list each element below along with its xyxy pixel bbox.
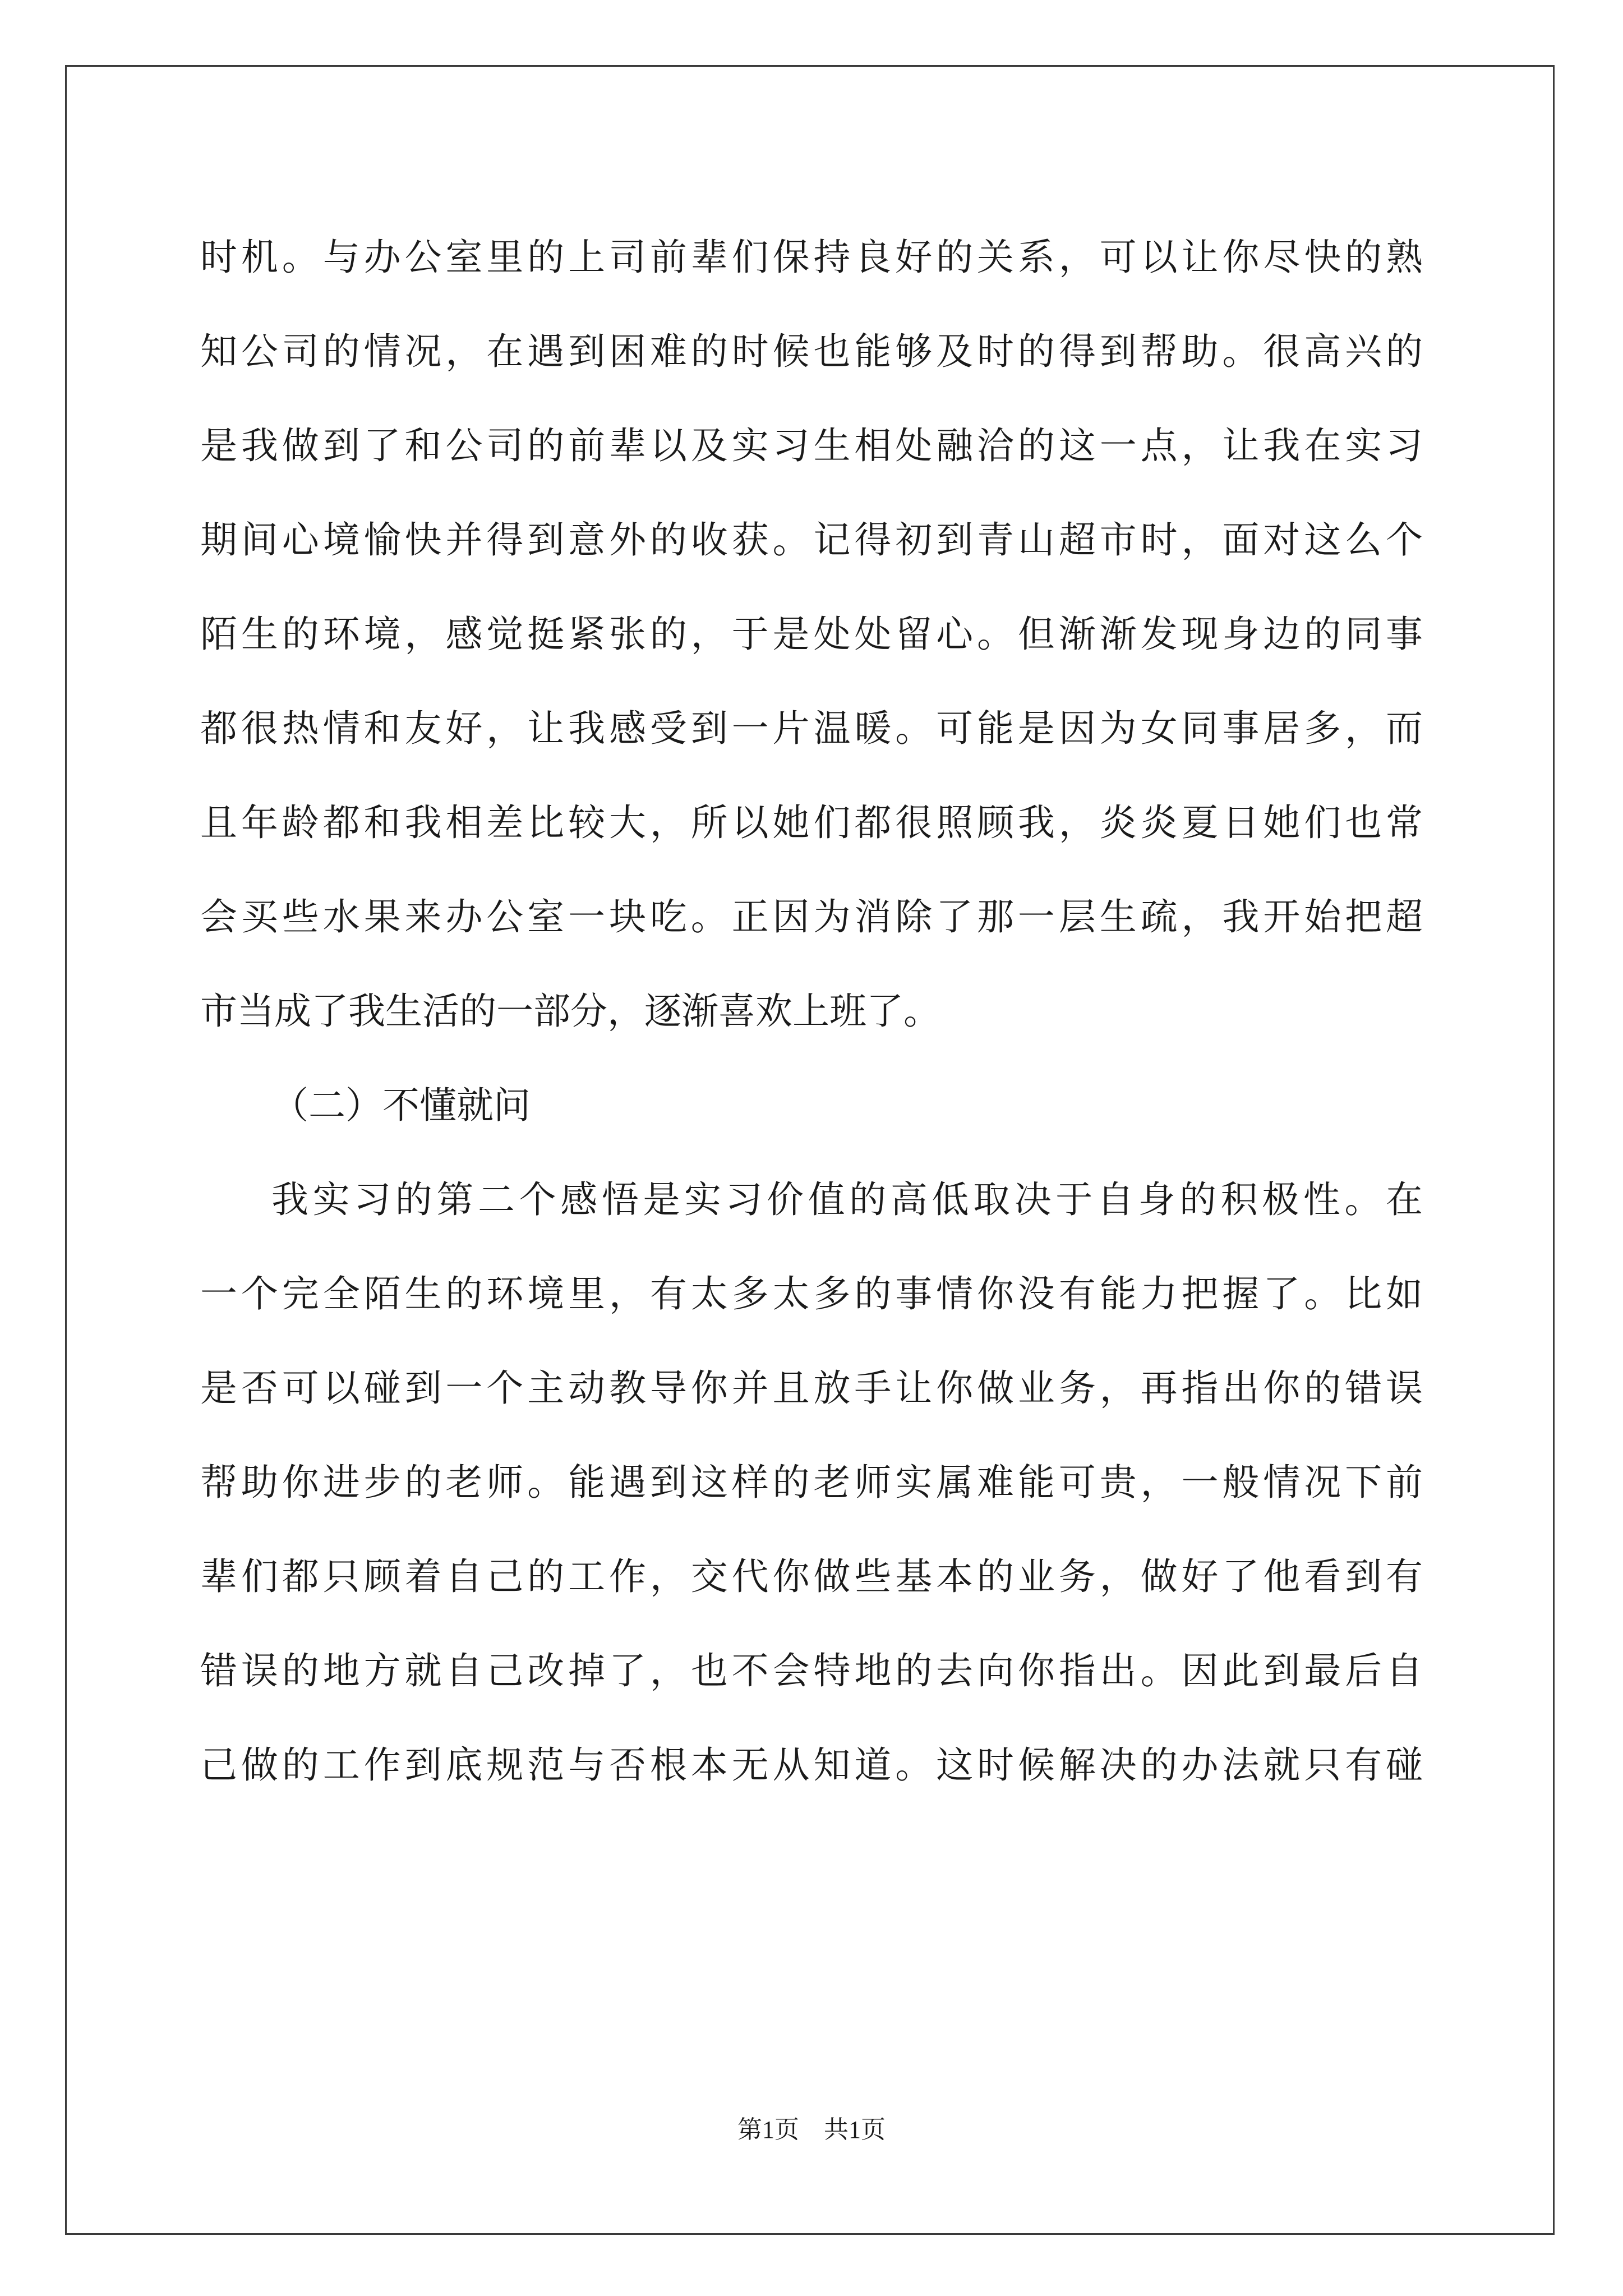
text-line: 己做的工作到底规范与否根本无从知道。这时候解决的办法就只有碰	[200, 1743, 1423, 1787]
text-line: 会买些水果来办公室一块吃。正因为消除了那一层生疏，我开始把超	[200, 895, 1423, 938]
text-line: 我实习的第二个感悟是实习价值的高低取决于自身的积极性。在	[271, 1178, 1423, 1221]
text-line: 都很热情和友好，让我感受到一片温暖。可能是因为女同事居多，而	[200, 707, 1423, 750]
text-line: 市当成了我生活的一部分，逐渐喜欢上班了。	[200, 990, 940, 1033]
text-line: 且年龄都和我相差比较大，所以她们都很照顾我，炎炎夏日她们也常	[200, 801, 1423, 844]
text-line: 辈们都只顾着自己的工作，交代你做些基本的业务，做好了他看到有	[200, 1555, 1423, 1598]
text-line: 帮助你进步的老师。能遇到这样的老师实属难能可贵，一般情况下前	[200, 1461, 1423, 1504]
text-line: 是我做到了和公司的前辈以及实习生相处融洽的这一点，让我在实习	[200, 424, 1423, 467]
text-line: 陌生的环境，感觉挺紧张的，于是处处留心。但渐渐发现身边的同事	[200, 613, 1423, 656]
document-body	[200, 210, 1423, 1812]
text-line: 知公司的情况，在遇到困难的时候也能够及时的得到帮助。很高兴的	[200, 330, 1423, 373]
paragraph-2	[200, 1153, 1423, 1812]
text-line: 错误的地方就自己改掉了，也不会特地的去向你指出。因此到最后自	[200, 1649, 1423, 1692]
text-line: 一个完全陌生的环境里，有太多太多的事情你没有能力把握了。比如	[200, 1272, 1423, 1315]
text-line: 期间心境愉快并得到意外的收获。记得初到青山超市时，面对这么个	[200, 518, 1423, 562]
text-line: 时机。与办公室里的上司前辈们保持良好的关系，可以让你尽快的熟	[200, 236, 1423, 279]
section-heading: （二）不懂就问	[271, 1084, 531, 1127]
page-number-footer: 第1页 共1页	[737, 2116, 886, 2143]
paragraph-1	[200, 210, 1423, 1059]
text-line: 是否可以碰到一个主动教导你并且放手让你做业务，再指出你的错误	[200, 1366, 1423, 1410]
